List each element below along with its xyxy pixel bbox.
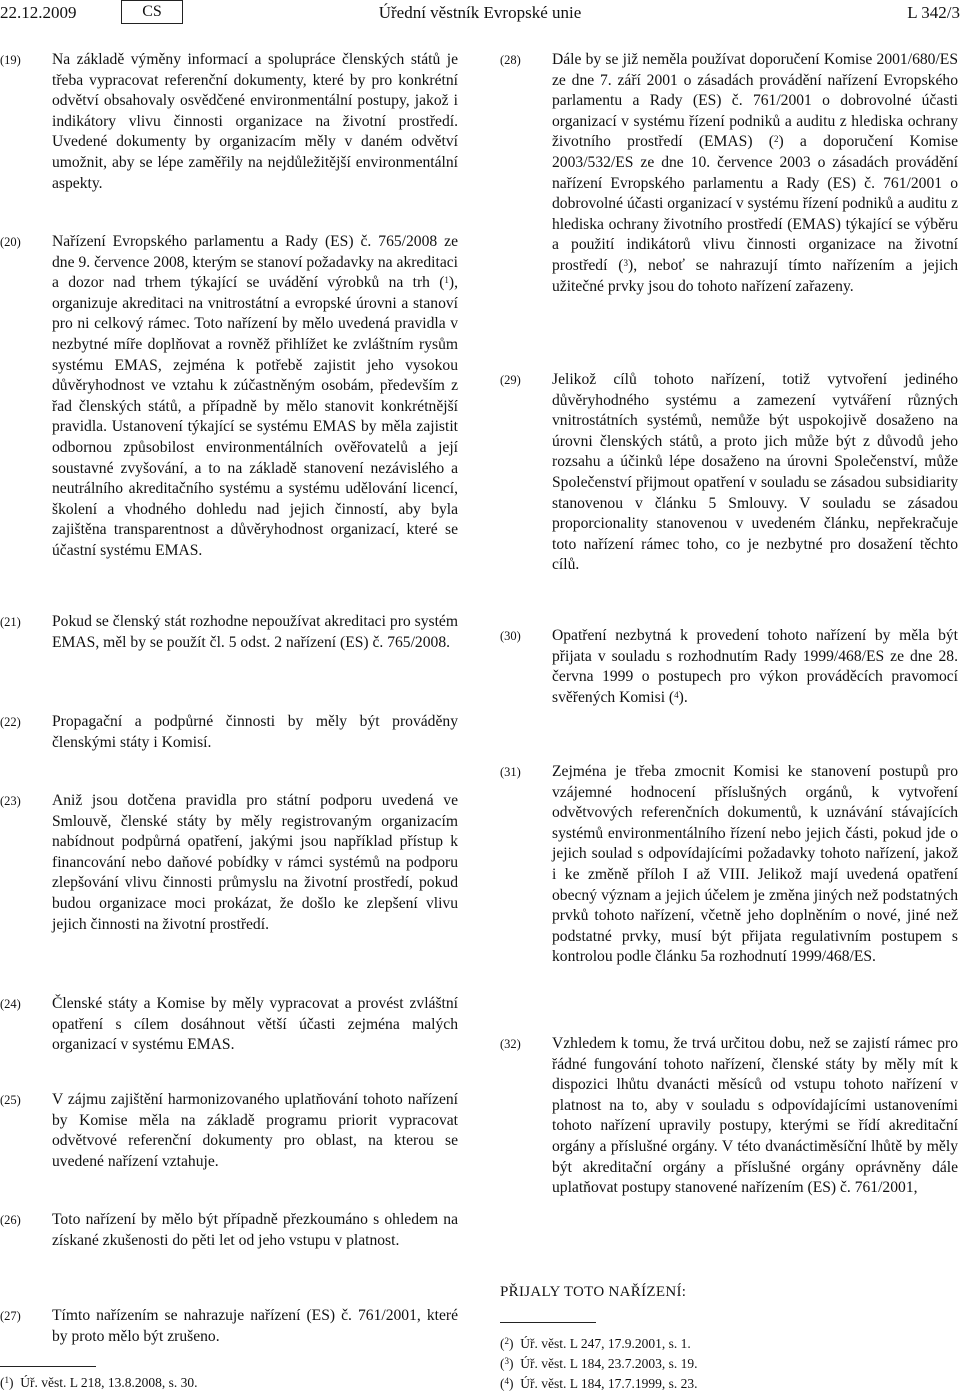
footnote-divider [500, 1322, 596, 1323]
recital-32 [500, 1034, 958, 1199]
recital-28 [500, 50, 958, 297]
recital-text: Nařízení Evropského parlamentu a Rady (ES) č. 765/2008 ze dne 9. července 2008, kterým se stanoví požadavky na akreditaci a dozor nad trhem týkající se uvádění výrobků na trh ($^1$), organizuje akreditaci na vnitrostátní a evropské úrovni a stanoví pro ni celkový rámec. Toto nařízení by mělo uvedená pravidla v nezbytné míře doplňovat a rovněž přihlížet ke zvláštním rysům systému EMAS, zejména k potřebě zajistit jeho vysokou důvěryhodnost ve vztahu k zúčastněným osobám, především z řad členských států, a případně by mělo stanovit konkrétnější pravidla. Ustanovení týkající se systému EMAS by měla zajistit odbornou způsobilost environmentálních ověřovatelů a její soustavné zvyšování, a to na základě stanovení nezávislého a neutrálního akreditačního systému a systému udělování licencí, školení a vhodného dohledu nad jejich činností, aby byla zajištěna transparentnost a důvěryhodnost organizací, které se účastní systému EMAS. [52, 233, 458, 559]
footnote-1: ($^1$) Úř. věst. L 218, 13.8.2008, s. 30. [0, 1375, 198, 1390]
recital-text: Jelikož cílů tohoto nařízení, totiž vytvoření jediného důvěryhodného systému a zamezení vytváření různých vnitrostátních systémů, nemůže být uspokojivě dosaženo na úrovni členských států, a proto jich může být z důvodů jeho rozsahu a účinků lépe dosaženo na úrovni Společenství, může Společenství přijmout opatření v souladu se zásadou subsidiarity stanovenou v článku 5 Smlouvy. V souladu se zásadou proporcionality stanovenou v uvedeném článku, nepřekračuje toto nařízení rámec toho, co je nezbytné pro dosažení těchto cílů. [552, 371, 958, 574]
recital-number: (24) [0, 997, 21, 1011]
recital-text: Toto nařízení by mělo být případně přezkoumáno s ohledem na získané zkušenosti do pěti let od jeho vstupu v platnost. [52, 1211, 458, 1249]
footnote-ref[interactable]: 2 [773, 134, 779, 145]
recital-text: Vzhledem k tomu, že trvá určitou dobu, než se zajistí rámec pro řádné fungování tohoto nařízení, členské státy by měly mít k dispozici lhůtu dvanácti měsíců od vstupu tohoto nařízení v platnost na to, aby v souladu s odpovídajícími ustanoveními tohoto nařízení upravily postupy, kterými se řídí akreditační orgány a příslušné orgány. V této dvanáctiměsíční lhůtě by měly být akreditační orgány a příslušné orgány oprávněny dále uplatňovat postupy stanovené nařízením (ES) č. 761/2001, [552, 1035, 958, 1197]
footnote-ref[interactable]: 3 [623, 257, 628, 268]
footnote-2: ($^2$) Úř. věst. L 247, 17.9.2001, s. 1. [500, 1336, 691, 1351]
recital-number: (28) [500, 53, 521, 67]
recital-number: (22) [0, 715, 21, 729]
recital-30 [500, 626, 958, 708]
recital-23 [0, 791, 458, 935]
recital-number: (27) [0, 1309, 21, 1323]
footnote-ref[interactable]: 4 [674, 689, 679, 700]
recital-26 [0, 1210, 458, 1251]
page-header [0, 0, 960, 26]
recital-number: (25) [0, 1093, 21, 1107]
recital-25 [0, 1090, 458, 1172]
issue-date: 22.12.2009 [0, 3, 77, 22]
adoption-formula: PŘIJALY TOTO NAŘÍZENÍ: [500, 1284, 687, 1300]
recital-31 [500, 762, 958, 968]
recital-21 [0, 612, 458, 653]
recital-text: Zejména je třeba zmocnit Komisi ke stanovení postupů pro vzájemné hodnocení příslušných orgánů, k vytvoření odvětvových referenčních dokumentů, k uznávání stávajících systémů environmentálního řízení nebo jejich části, pokud jde o jejich soulad s odpovídajícími požadavky tohoto nařízení, jakož i ke změně příloh I až VIII. Jelikož mají uvedená opatření obecný význam a jejich účelem je změna jiných než podstatných prvků tohoto nařízení, včetně jeho doplněním o nové, jiné než podstatné prvky, musí být přijata regulativním postupem s kontrolou podle článku 5a rozhodnutí 1999/468/ES. [552, 763, 958, 966]
footnote-4: ($^4$) Úř. věst. L 184, 17.7.1999, s. 23. [500, 1376, 698, 1391]
recital-text: Aniž jsou dotčena pravidla pro státní podporu uvedená ve Smlouvě, členské státy by měly registrovaným organizacím nabídnout podpůrná opatření, jakými jsou například přístup k financování nebo daňové pobídky v rámci systémů na podporu zlepšování vlivu činnosti průmyslu na životní prostředí, pokud budou organizace moci prokázat, že došlo ke zlepšení vlivu jejich činnosti na životní prostředí. [52, 792, 458, 933]
recital-number: (26) [0, 1213, 21, 1227]
recital-number: (20) [0, 235, 21, 249]
recital-text: Opatření nezbytná k provedení tohoto nařízení by měla být přijata v souladu s rozhodnutím Rady 1999/468/ES ze dne 28. června 1999 o postupech pro výkon prováděcích pravomocí svěřených Komisi ($^4$). [552, 627, 958, 706]
recital-number: (30) [500, 629, 521, 643]
recital-29 [500, 370, 958, 576]
recital-text: Členské státy a Komise by měly vypracovat a provést zvláštní opatření s cílem dosáhnout větší účasti zejména malých organizací v systému EMAS. [52, 995, 458, 1054]
recital-number: (31) [500, 765, 521, 779]
footnote-3: ($^3$) Úř. věst. L 184, 23.7.2003, s. 19. [500, 1356, 698, 1371]
recital-number: (19) [0, 53, 21, 67]
recital-text: Propagační a podpůrné činnosti by měly být prováděny členskými státy i Komisí. [52, 713, 458, 751]
recital-text: Tímto nařízením se nahrazuje nařízení (ES) č. 761/2001, které by proto mělo být zrušeno. [52, 1307, 458, 1345]
recital-text: V zájmu zajištění harmonizovaného uplatňování tohoto nařízení by Komise měla na základě programu priorit vypracovat odvětvové referenční dokumenty pro oblast, na kterou se uvedené nařízení vztahuje. [52, 1091, 458, 1170]
recital-text: Pokud se členský stát rozhodne nepoužívat akreditaci pro systém EMAS, měl by se použít čl. 5 odst. 2 nařízení (ES) č. 765/2008. [52, 613, 458, 651]
recital-number: (21) [0, 615, 21, 629]
recital-number: (29) [500, 373, 521, 387]
recital-22 [0, 712, 458, 753]
footnote-ref[interactable]: 1 [444, 275, 449, 286]
recital-text: Dále by se již neměla používat doporučení Komise 2001/680/ES ze dne 7. září 2001 o zásadách provádění nařízení Evropského parlamentu a Rady (ES) č. 761/2001 o dobrovolné účasti organizací v systému řízení podniků a auditu z hlediska ochrany životního prostředí (EMAS) ($^2$) a doporučení Komise 2003/532/ES ze dne 10. července 2003 o zásadách provádění nařízení Evropského parlamentu a Rady (ES) č. 761/2001 o dobrovolné účasti organizací v systému řízení podniků a auditu z hlediska ochrany životního prostředí (EMAS) týkající se výběru a použití indikátorů vlivu činnosti organizace na životní prostředí ($^3$), neboť se nahrazují tímto nařízením a jejich užitečné prvky jsou do tohoto nařízení zařazeny. [552, 51, 958, 295]
recital-text: Na základě výměny informací a spolupráce členských států je třeba vypracovat referenční dokumenty, které by pro konkrétní odvětví obsahovaly osvědčené environmentální postupy, jakož i indikátory vlivu činnosti organizace na životní prostředí. Uvedené dokumenty by organizacím měly v daném odvětví umožnit, aby se lépe zaměřily na nejdůležitější environmentální aspekty. [52, 51, 458, 192]
recital-number: (23) [0, 794, 21, 808]
recital-24 [0, 994, 458, 1056]
page-reference: L 342/3 [907, 3, 960, 22]
recital-19 [0, 50, 458, 194]
language-code-box: CS [121, 0, 183, 24]
recital-27 [0, 1306, 458, 1347]
journal-title: Úřední věstník Evropské unie [378, 3, 582, 22]
recital-number: (32) [500, 1037, 521, 1051]
footnote-divider [0, 1366, 96, 1367]
recital-20 [0, 232, 458, 562]
